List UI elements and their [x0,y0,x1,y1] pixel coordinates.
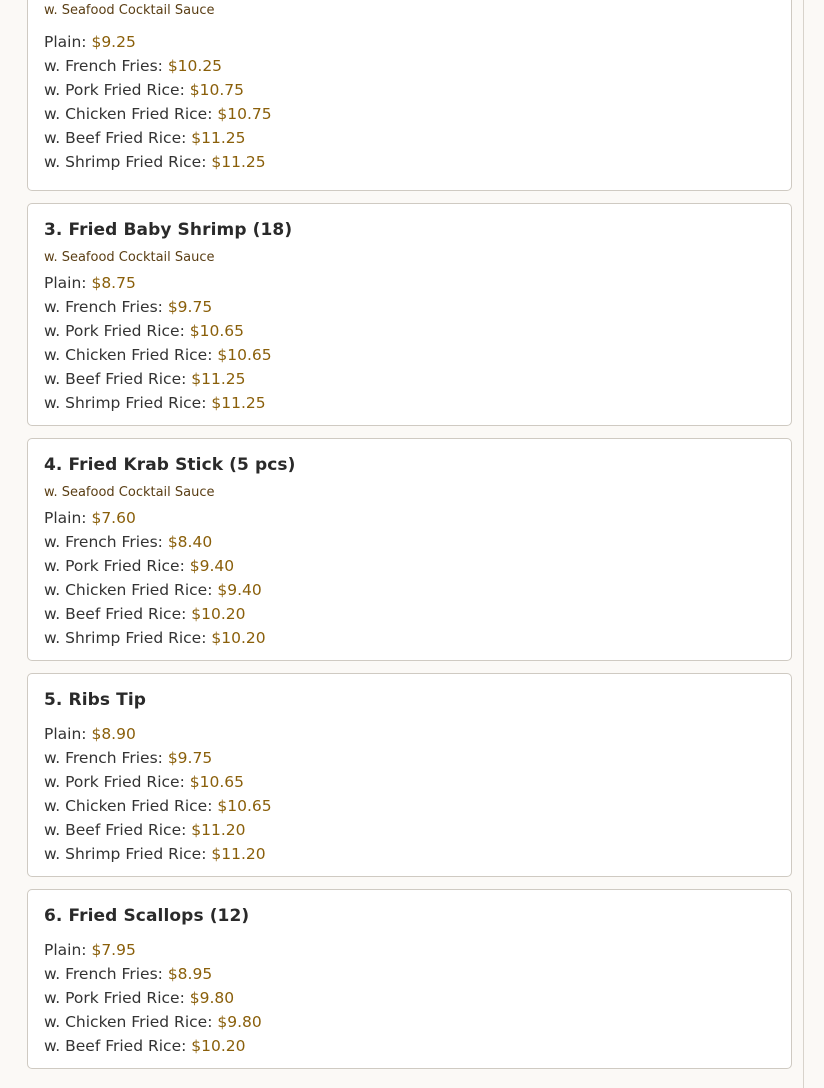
price-label: w. Chicken Fried Rice: [44,346,213,364]
price-value: $10.65 [217,346,272,364]
price-value: $10.65 [189,773,244,791]
menu-item-card[interactable] [27,438,792,661]
price-value: $9.75 [167,298,213,316]
price-value: $11.25 [211,394,266,412]
price-label: w. French Fries: [44,57,163,75]
price-row [44,818,775,842]
price-label: w. Shrimp Fried Rice: [44,629,207,647]
item-title: 3. Fried Baby Shrimp (18) [44,220,293,240]
price-value: $7.60 [91,509,136,527]
price-label: w. Pork Fried Rice: [44,322,185,340]
price-label: w. Chicken Fried Rice: [44,105,213,123]
price-value: $9.80 [217,1013,262,1031]
price-label: w. Chicken Fried Rice: [44,581,213,599]
price-value: $10.25 [167,57,223,75]
price-row [44,554,775,578]
price-label: w. Shrimp Fried Rice: [44,845,207,863]
price-label: w. French Fries: [44,298,163,316]
price-label: w. Beef Fried Rice: [44,129,187,147]
price-label: w. French Fries: [44,965,163,983]
price-value: $8.75 [91,274,136,292]
price-label: w. Shrimp Fried Rice: [44,394,207,412]
price-row [44,722,775,746]
price-row [44,78,775,102]
price-row [44,962,775,986]
price-value: $9.40 [217,581,262,599]
price-value: $10.20 [191,605,246,623]
price-row [44,54,775,78]
price-row [44,746,775,770]
price-label: Plain: [44,941,87,959]
price-row [44,391,775,415]
price-label: w. Beef Fried Rice: [44,605,187,623]
price-label: Plain: [44,725,87,743]
price-label: Plain: [44,274,87,292]
price-label: w. Pork Fried Rice: [44,557,185,575]
price-value: $10.75 [217,105,272,123]
price-value: $10.20 [191,1037,246,1055]
price-label: w. Chicken Fried Rice: [44,797,213,815]
price-row [44,938,775,962]
price-label: w. Pork Fried Rice: [44,773,185,791]
price-value: $9.75 [167,749,213,767]
price-row [44,343,775,367]
price-value: $11.20 [191,821,246,839]
price-value: $11.25 [211,153,266,171]
price-label: Plain: [44,509,87,527]
price-value: $9.40 [189,557,235,575]
price-row [44,102,775,126]
price-label: w. Pork Fried Rice: [44,81,185,99]
item-title: 5. Ribs Tip [44,690,147,710]
price-label: Plain: [44,33,87,51]
price-row [44,30,775,54]
price-row [44,530,775,554]
price-label: w. Beef Fried Rice: [44,821,187,839]
price-value: $10.65 [217,797,272,815]
price-row [44,1034,775,1058]
price-value: $8.40 [167,533,213,551]
price-row [44,602,775,626]
price-label: w. French Fries: [44,533,163,551]
price-label: w. Shrimp Fried Rice: [44,153,207,171]
menu-item-card[interactable] [27,673,792,877]
price-label: w. Chicken Fried Rice: [44,1013,213,1031]
price-row [44,794,775,818]
menu-item-list [27,0,792,1081]
price-row [44,986,775,1010]
price-row [44,295,775,319]
item-title: 6. Fried Scallops (12) [44,906,250,926]
menu-item-card[interactable] [27,203,792,426]
item-note: w. Seafood Cocktail Sauce [44,250,215,265]
price-row [44,626,775,650]
price-row [44,578,775,602]
price-value: $10.20 [211,629,266,647]
item-note: w. Seafood Cocktail Sauce [44,485,215,500]
menu-item-card[interactable] [27,889,792,1069]
menu-item-card[interactable] [27,0,792,191]
price-value: $11.25 [191,370,246,388]
price-value: $8.95 [167,965,213,983]
price-row [44,1010,775,1034]
price-row [44,319,775,343]
item-title: 4. Fried Krab Stick (5 pcs) [44,455,296,475]
price-row [44,150,775,174]
price-row [44,770,775,794]
price-row [44,506,775,530]
price-value: $11.20 [211,845,266,863]
price-value: $9.25 [91,33,136,51]
price-label: w. French Fries: [44,749,163,767]
price-value: $10.65 [189,322,244,340]
price-row [44,367,775,391]
price-label: w. Beef Fried Rice: [44,370,187,388]
price-row [44,842,775,866]
price-label: w. Pork Fried Rice: [44,989,185,1007]
price-value: $11.25 [191,129,246,147]
item-note: w. Seafood Cocktail Sauce [44,3,215,18]
price-row [44,271,775,295]
price-value: $7.95 [91,941,136,959]
price-value: $10.75 [189,81,244,99]
price-label: w. Beef Fried Rice: [44,1037,187,1055]
price-value: $8.90 [91,725,136,743]
price-row [44,126,775,150]
price-value: $9.80 [189,989,235,1007]
